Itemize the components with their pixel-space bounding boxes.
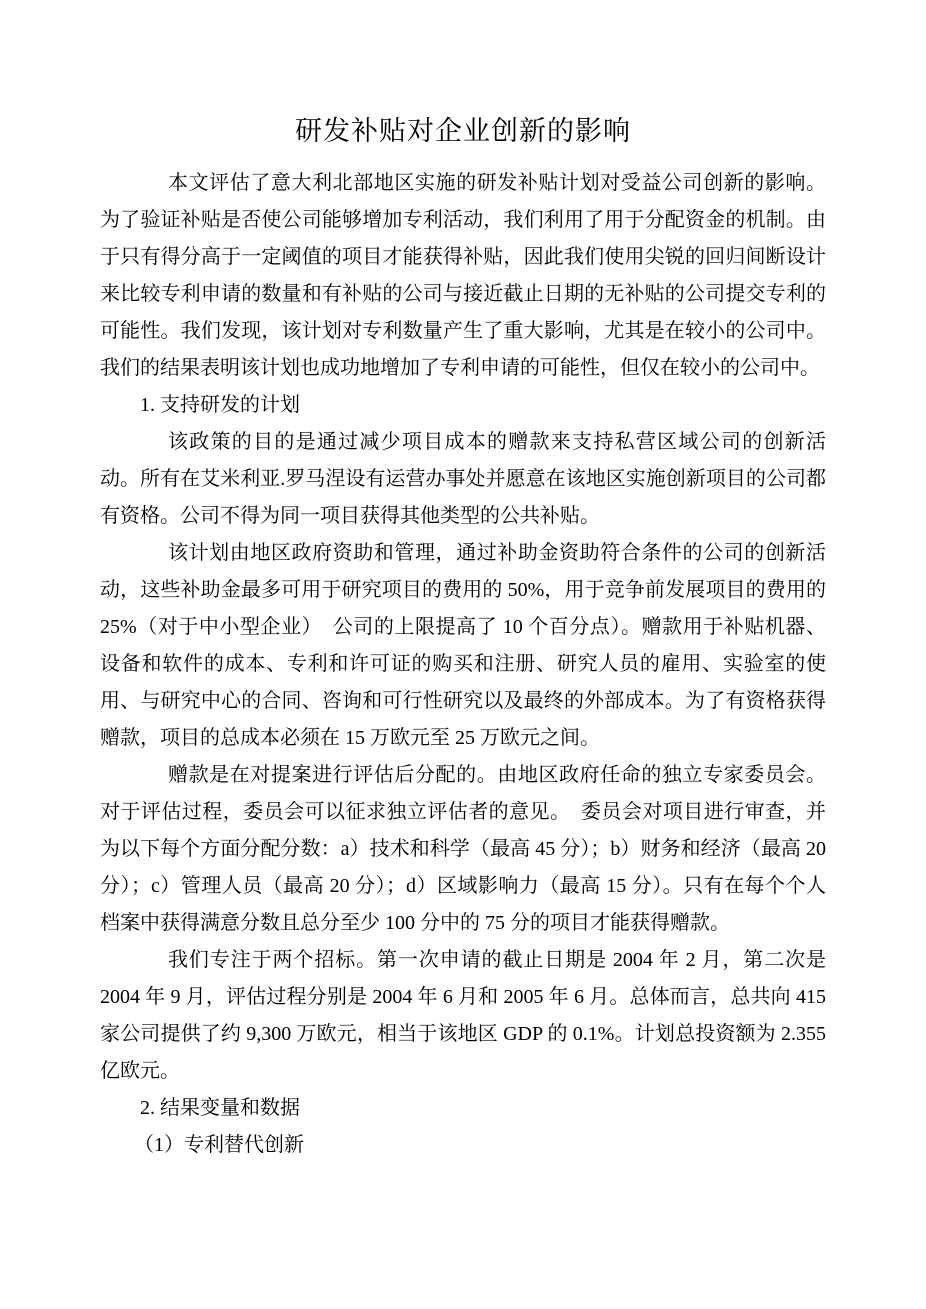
section2-subheading-1: （1）专利替代创新: [134, 1134, 304, 1156]
section1-heading: 1. 支持研发的计划: [140, 394, 300, 416]
section1-paragraph-3: 赠款是在对提案进行评估后分配的。由地区政府任命的独立专家委员会。对于评估过程，委员会可以征求独立评估者的意见。 委员会对项目进行审查，并为以下每个方面分配分数：a）技术和科学（最高 45 分）；b）财务和经济（最高 20 分）；c）管理人员（最高 20 分）；d）区域影响力（最高 15 分）。只有在每个个人档案中获得满意分数且总分至少 100 分中的 75 分的项目才能获得赠款。: [100, 764, 826, 934]
section2-heading: 2. 结果变量和数据: [140, 1097, 300, 1119]
document-title: 研发补贴对企业创新的影响: [295, 116, 631, 146]
section1-paragraph-1: 该政策的目的是通过减少项目成本的赠款来支持私营区域公司的创新活动。所有在艾米利亚.罗马涅设有运营办事处并愿意在该地区实施创新项目的公司都有资格。公司不得为同一项目获得其他类型的公共补贴。: [100, 431, 826, 527]
abstract-paragraph: 本文评估了意大利北部地区实施的研发补贴计划对受益公司创新的影响。为了验证补贴是否使公司能够增加专利活动，我们利用了用于分配资金的机制。由于只有得分高于一定阈值的项目才能获得补贴，因此我们使用尖锐的回归间断设计来比较专利申请的数量和有补贴的公司与接近截止日期的无补贴的公司提交专利的可能性。我们发现，该计划对专利数量产生了重大影响，尤其是在较小的公司中。我们的结果表明该计划也成功地增加了专利申请的可能性，但仅在较小的公司中。: [100, 172, 826, 379]
section1-paragraph-4: 我们专注于两个招标。第一次申请的截止日期是 2004 年 2 月，第二次是 2004 年 9 月，评估过程分别是 2004 年 6 月和 2005 年 6 月。总体而言，总共向 415 家公司提供了约 9,300 万欧元，相当于该地区 GDP 的 0.1%。计划总投资额为 2.355 亿欧元。: [100, 949, 826, 1082]
section1-paragraph-2: 该计划由地区政府资助和管理，通过补助金资助符合条件的公司的创新活动，这些补助金最多可用于研究项目的费用的 50%，用于竞争前发展项目的费用的 25%（对于中小型企业） 公司的上限提高了 10 个百分点）。赠款用于补贴机器、设备和软件的成本、专利和许可证的购买和注册、研究人员的雇用、实验室的使用、与研究中心的合同、咨询和可行性研究以及最终的外部成本。为了有资格获得赠款，项目的总成本必须在 15 万欧元至 25 万欧元之间。: [100, 542, 826, 749]
